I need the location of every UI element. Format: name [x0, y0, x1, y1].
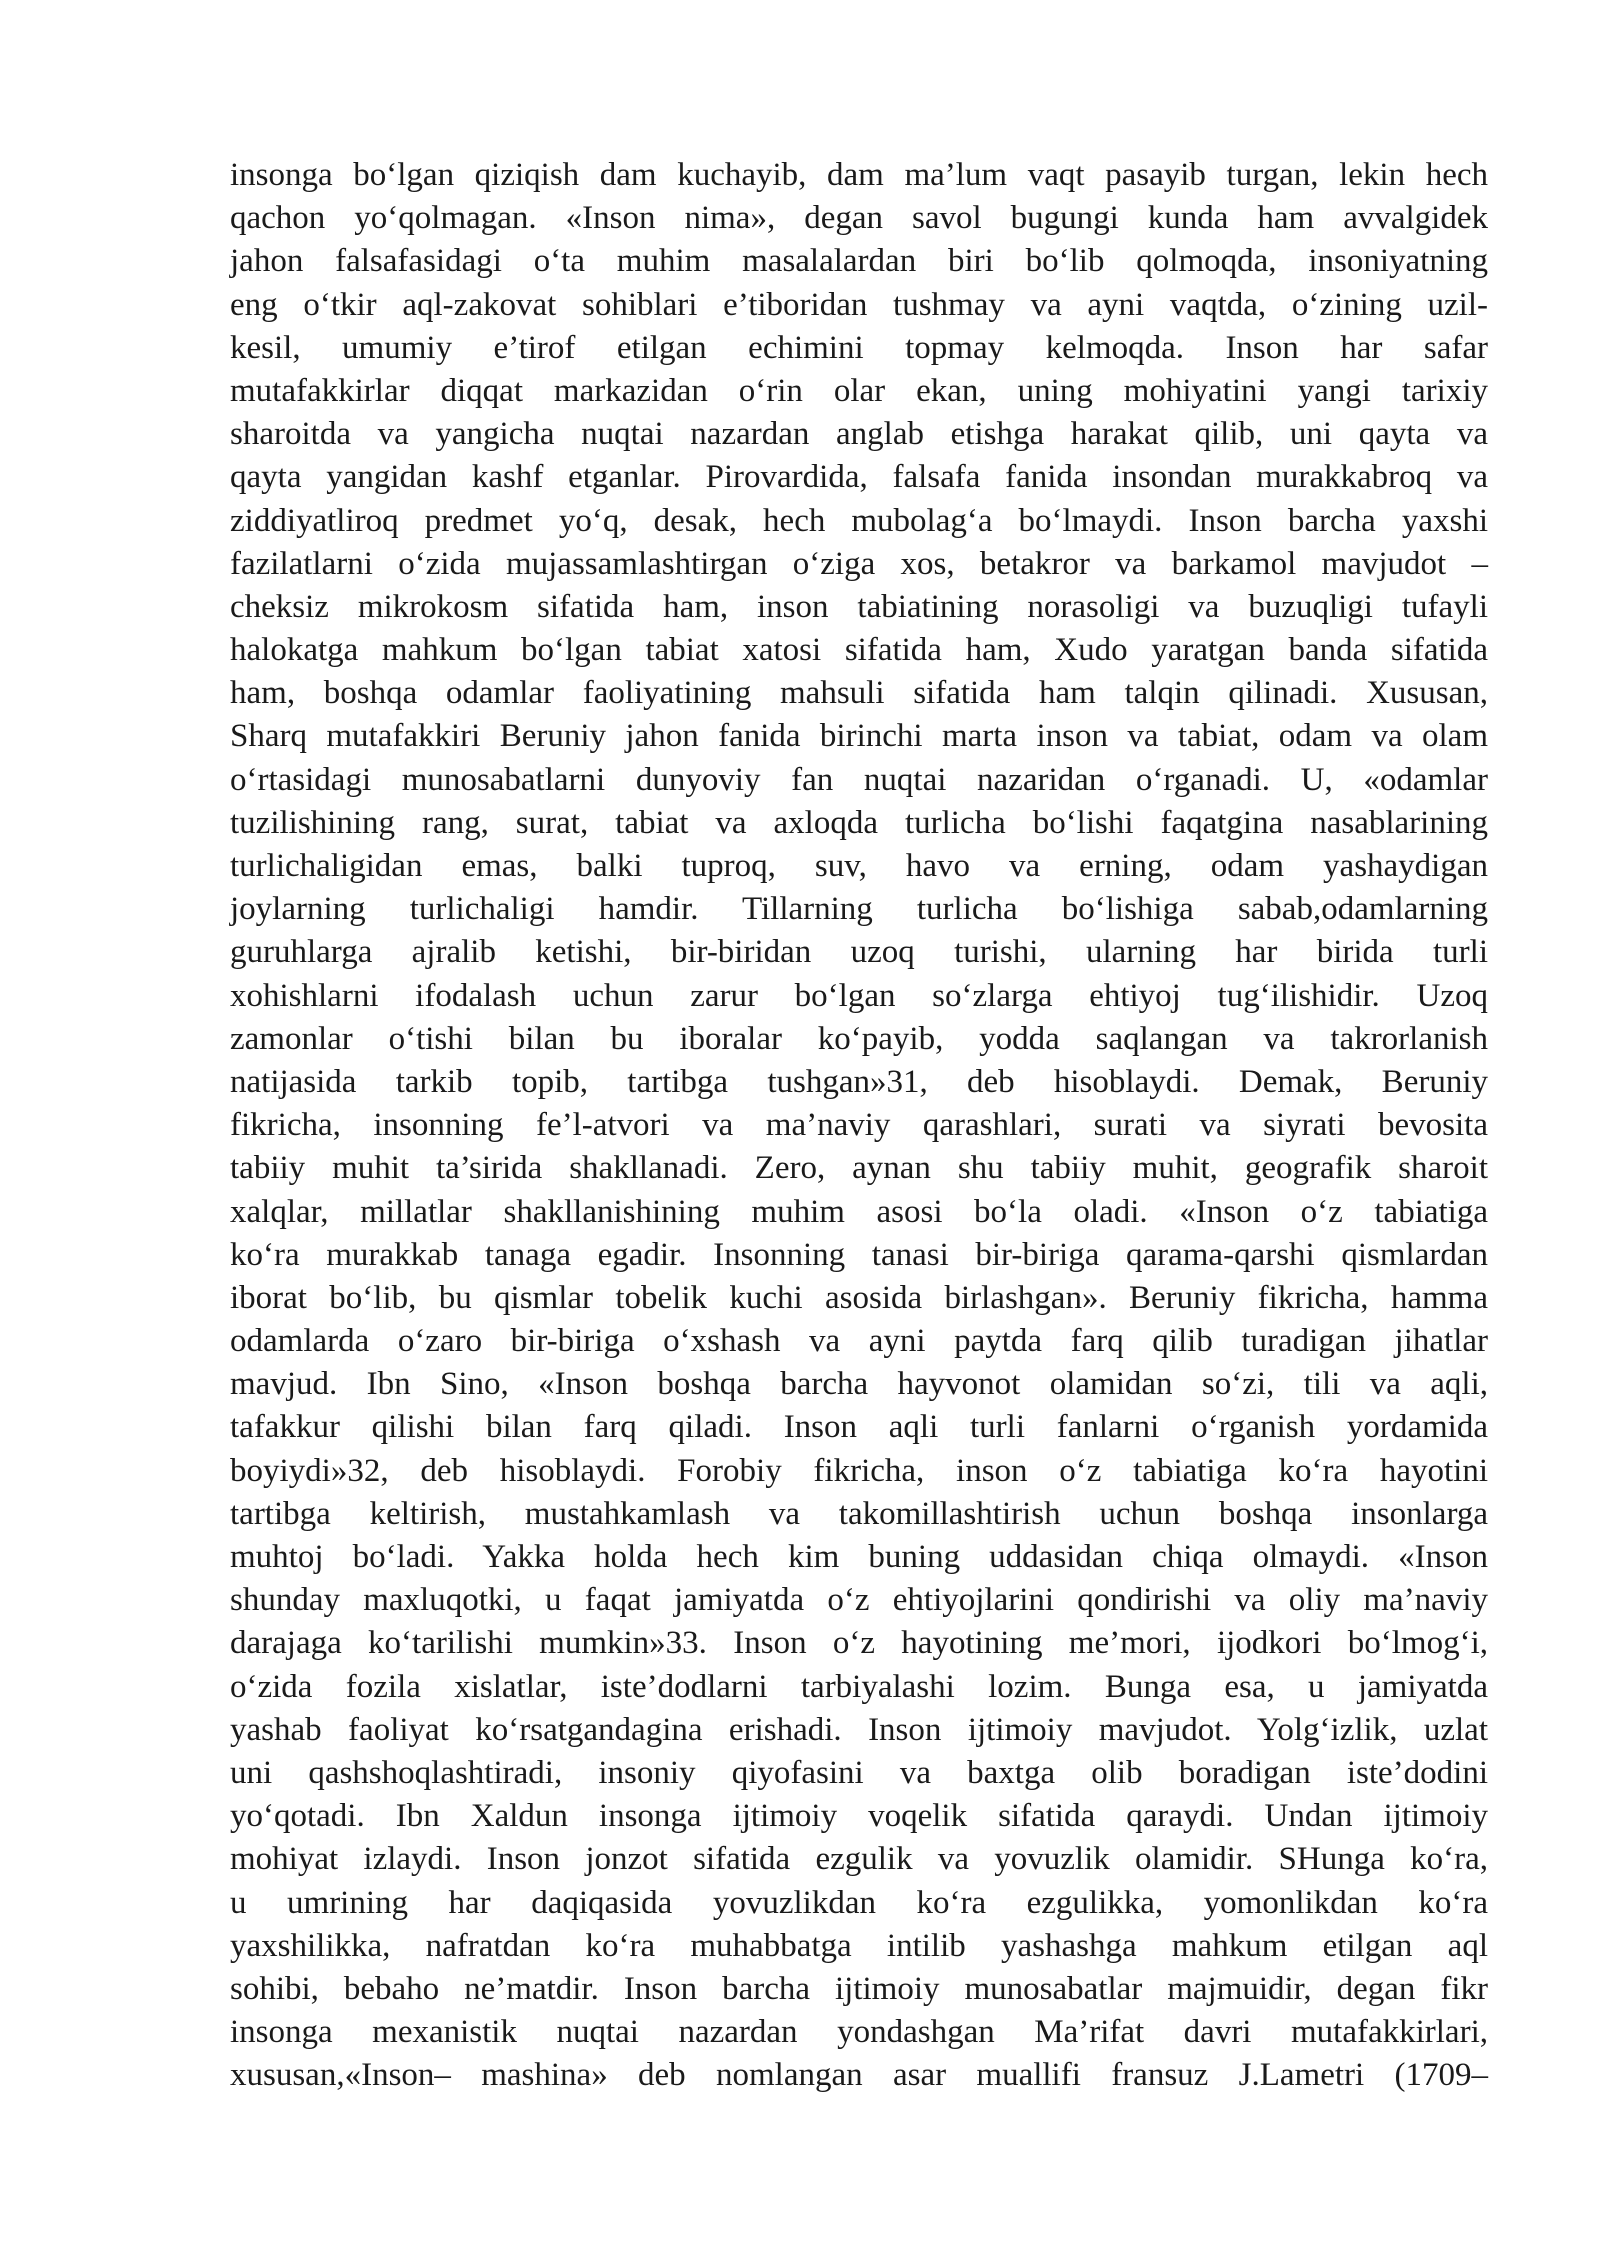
- text-line: xalqlar, millatlar shakllanishining muhim asosi bo‘la oladi. «Inson o‘z tabiatiga: [230, 1193, 1488, 1230]
- text-line: darajaga ko‘tarilishi mumkin»33. Inson o‘z hayotining me’mori, ijodkori bo‘lmog‘i,: [230, 1625, 1488, 1662]
- text-line: o‘zida fozila xislatlar, iste’dodlarni tarbiyalashi lozim. Bunga esa, u jamiyatda: [230, 1668, 1488, 1705]
- text-line: jahon falsafasidagi o‘ta muhim masalalardan biri bo‘lib qolmoqda, insoniyatning: [230, 243, 1488, 280]
- text-line: odamlarda o‘zaro bir-biriga o‘xshash va ayni paytda farq qilib turadigan jihatlar: [230, 1323, 1488, 1360]
- text-line: shunday maxluqotki, u faqat jamiyatda o‘z ehtiyojlarini qondirishi va oliy ma’naviy: [230, 1582, 1488, 1619]
- text-line: ziddiyatliroq predmet yo‘q, desak, hech mubolag‘a bo‘lmaydi. Inson barcha yaxshi: [230, 502, 1488, 539]
- text-line: xususan,«Inson– mashina» deb nomlangan asar muallifi fransuz J.Lametri (1709–: [230, 2057, 1488, 2094]
- text-line: iborat bo‘lib, bu qismlar tobelik kuchi asosida birlashgan». Beruniy fikricha, hamma: [230, 1279, 1488, 1316]
- text-line: qayta yangidan kashf etganlar. Pirovardida, falsafa fanida insondan murakkabroq va: [230, 459, 1488, 496]
- text-line: o‘rtasidagi munosabatlarni dunyoviy fan nuqtai nazaridan o‘rganadi. U, «odamlar: [230, 761, 1488, 798]
- text-line: boyiydi»32, deb hisoblaydi. Forobiy fikricha, inson o‘z tabiatiga ko‘ra hayotini: [230, 1452, 1488, 1489]
- text-line: insonga bo‘lgan qiziqish dam kuchayib, dam ma’lum vaqt pasayib turgan, lekin hech: [230, 157, 1488, 193]
- text-line: xohishlarni ifodalash uchun zarur bo‘lgan so‘zlarga ehtiyoj tug‘ilishidir. Uzoq: [230, 977, 1488, 1014]
- text-line: mavjud. Ibn Sino, «Inson boshqa barcha hayvonot olamidan so‘zi, tili va aqli,: [230, 1366, 1488, 1403]
- text-line: fikricha, insonning fe’l-atvori va ma’naviy qarashlari, surati va siyrati bevosita: [230, 1107, 1488, 1144]
- text-line: tuzilishining rang, surat, tabiat va axloqda turlicha bo‘lishi faqatgina nasablarining: [230, 804, 1488, 841]
- text-line: muhtoj bo‘ladi. Yakka holda hech kim buning uddasidan chiqa olmaydi. «Inson: [230, 1539, 1488, 1575]
- text-line: yo‘qotadi. Ibn Xaldun insonga ijtimoiy voqelik sifatida qaraydi. Undan ijtimoiy: [230, 1798, 1488, 1835]
- text-line: tabiiy muhit ta’sirida shakllanadi. Zero, aynan shu tabiiy muhit, geografik sharoit: [230, 1150, 1488, 1187]
- text-line: tartibga keltirish, mustahkamlash va takomillashtirish uchun boshqa insonlarga: [230, 1495, 1488, 1532]
- text-line: yashab faoliyat ko‘rsatgandagina erishadi. Inson ijtimoiy mavjudot. Yolg‘izlik, uzlat: [230, 1711, 1488, 1748]
- text-line: fazilatlarni o‘zida mujassamlashtirgan o‘ziga xos, betakror va barkamol mavjudot –: [230, 545, 1488, 582]
- text-line: halokatga mahkum bo‘lgan tabiat xatosi sifatida ham, Xudo yaratgan banda sifatida: [230, 632, 1488, 669]
- text-line: guruhlarga ajralib ketishi, bir-biridan uzoq turishi, ularning har birida turli: [230, 934, 1488, 971]
- text-line: uni qashshoqlashtiradi, insoniy qiyofasini va baxtga olib boradigan iste’dodini: [230, 1754, 1488, 1791]
- text-line: zamonlar o‘tishi bilan bu iboralar ko‘payib, yodda saqlangan va takrorlanish: [230, 1020, 1488, 1057]
- text-line: turlichaligidan emas, balki tuproq, suv, havo va erning, odam yashaydigan: [230, 848, 1488, 884]
- text-line: sohibi, bebaho ne’matdir. Inson barcha ijtimoiy munosabatlar majmuidir, degan fikr: [230, 1970, 1488, 2007]
- text-line: cheksiz mikrokosm sifatida ham, inson tabiatining norasoligi va buzuqligi tufayli: [230, 588, 1488, 625]
- text-line: joylarning turlichaligi hamdir. Tillarning turlicha bo‘lishiga sabab,odamlarning: [230, 891, 1488, 928]
- body-text: [230, 154, 1488, 2097]
- text-line: kesil, umumiy e’tirof etilgan echimini topmay kelmoqda. Inson har safar: [230, 329, 1488, 366]
- text-line: mutafakkirlar diqqat markazidan o‘rin olar ekan, uning mohiyatini yangi tarixiy: [230, 372, 1488, 409]
- text-line: u umrining har daqiqasida yovuzlikdan ko‘ra ezgulikka, yomonlikdan ko‘ra: [230, 1884, 1488, 1921]
- text-line: eng o‘tkir aql-zakovat sohiblari e’tiboridan tushmay va ayni vaqtda, o‘zining uzil-: [230, 286, 1488, 323]
- text-line: Sharq mutafakkiri Beruniy jahon fanida birinchi marta inson va tabiat, odam va olam: [230, 718, 1488, 755]
- text-line: ko‘ra murakkab tanaga egadir. Insonning tanasi bir-biriga qarama-qarshi qismlardan: [230, 1236, 1488, 1273]
- text-line: natijasida tarkib topib, tartibga tushgan»31, deb hisoblaydi. Demak, Beruniy: [230, 1063, 1488, 1100]
- text-line: mohiyat izlaydi. Inson jonzot sifatida ezgulik va yovuzlik olamidir. SHunga ko‘ra,: [230, 1841, 1488, 1878]
- text-line: insonga mexanistik nuqtai nazardan yondashgan Ma’rifat davri mutafakkirlari,: [230, 2014, 1488, 2051]
- text-line: sharoitda va yangicha nuqtai nazardan anglab etishga harakat qilib, uni qayta va: [230, 416, 1488, 453]
- text-line: yaxshilikka, nafratdan ko‘ra muhabbatga intilib yashashga mahkum etilgan aql: [230, 1927, 1488, 1964]
- text-line: tafakkur qilishi bilan farq qiladi. Inson aqli turli fanlarni o‘rganish yordamida: [230, 1409, 1488, 1446]
- text-line: ham, boshqa odamlar faoliyatining mahsuli sifatida ham talqin qilinadi. Xususan,: [230, 675, 1488, 712]
- text-line: qachon yo‘qolmagan. «Inson nima», degan savol bugungi kunda ham avvalgidek: [230, 200, 1488, 237]
